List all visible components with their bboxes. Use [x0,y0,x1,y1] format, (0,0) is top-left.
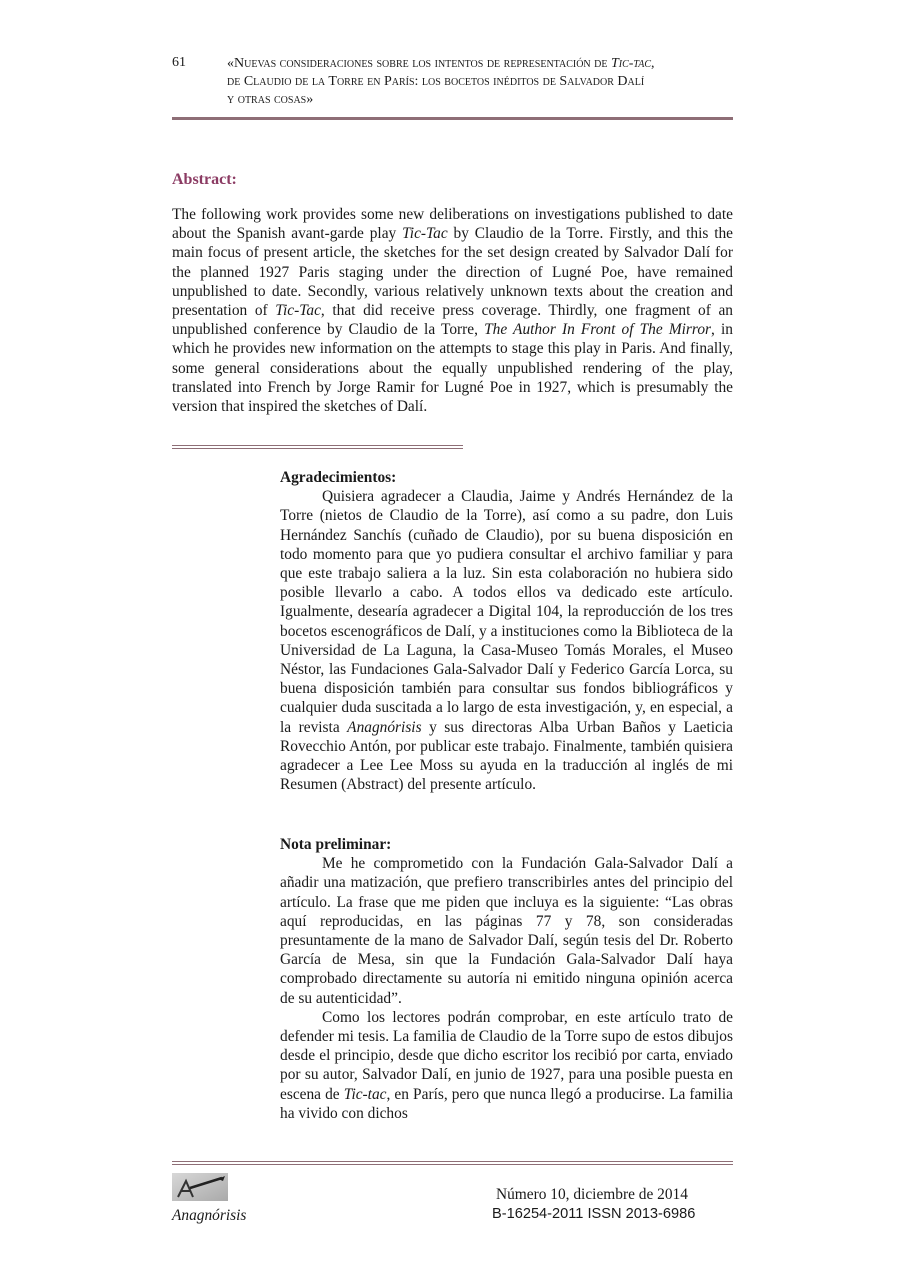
legal-deposit-issn: B-16254-2011 ISSN 2013-6986 [492,1206,696,1222]
acknowledgements-paragraph: Quisiera agradecer a Claudia, Jaime y Andrés Hernández de la Torre (nietos de Claudio de la Torre), así como a su padre, don Luis Hernández Sanchís (cuñado de Claudio), por su buena disposición en todo momento para que yo pudiera consultar el archivo familiar y para que este trabajo saliera a la luz. Sin esta colaboración no hubiera sido posible llevarlo a cabo. A todos ellos va dedicado este artículo. Igualmente, desearía agradecer a Digital 104, la reproducción de los tres bocetos escenográficos de Dalí, y a instituciones como la Biblioteca de la Universidad de La Laguna, la Casa-Museo Tomás Morales, el Museo Néstor, las Fundaciones Gala-Salvador Dalí y Federico García Lorca, su buena disposición también para consultar sus fondos bibliográficos y cualquier duda suscitada a lo largo de esta investigación, y, en especial, a la revista Anagnórisis y sus directoras Alba Urban Baños y Laeticia Rovecchio Antón, por publicar este trabajo. Finalmente, también quisiera agradecer a Lee Lee Moss su ayuda en la traducción al inglés de mi Resumen (Abstract) del presente artículo. [280,488,733,794]
running-title-line-3: y otras cosas» [227,92,314,107]
abstract-rule-top [172,445,463,446]
journal-logo-icon [172,1173,228,1201]
page-number: 61 [172,55,186,70]
footer-rule-top [172,1161,733,1162]
abstract-heading: Abstract: [172,171,237,188]
issue-info: Número 10, diciembre de 2014 [496,1186,688,1203]
footer-rule-bottom [172,1164,733,1165]
running-title-line-1: «Nuevas consideraciones sobre los intentos de representación de Tic-tac, [227,56,655,71]
preliminary-note-paragraph-2: Como los lectores podrán comprobar, en este artículo trato de defender mi tesis. La familia de Claudio de la Torre supo de estos dibujos desde el principio, desde que dicho escritor los recibió por carta, enviado por su autor, Salvador Dalí, en junio de 1927, para una posible puesta en escena de Tic-tac, en París, pero que nunca llegó a producirse. La familia ha vivido con dichos [280,1008,733,1122]
acknowledgements-section [280,468,733,794]
running-title [227,55,737,109]
running-title-line-2: de Claudio de la Torre en París: los bocetos inéditos de Salvador Dalí [227,74,645,89]
preliminary-note-heading: Nota preliminar: [280,836,392,853]
preliminary-note-section [280,835,733,1123]
abstract-rule-bottom [172,448,463,449]
header-rule [172,117,733,120]
abstract-body: The following work provides some new deliberations on investigations published to date about the Spanish avant-garde play Tic-Tac by Claudio de la Torre. Firstly, and this the main focus of present article, the sketches for the set design created by Salvador Dalí for the planned 1927 Paris staging under the direction of Lugné Poe, have remained unpublished to date. Secondly, various relatively unknown texts about the creation and presentation of Tic-Tac, that did receive press coverage. Thirdly, one fragment of an unpublished conference by Claudio de la Torre, The Author In Front of The Mirror, in which he provides new information on the attempts to stage this play in Paris. And finally, some general considerations about the equally unpublished rendering of the play, translated into French by Jorge Ramir for Lugné Poe in 1927, which is presumably the version that inspired the sketches of Dalí. [172,206,733,416]
acknowledgements-heading: Agradecimientos: [280,469,397,486]
preliminary-note-paragraph-1: Me he comprometido con la Fundación Gala-Salvador Dalí a añadir una matización, que prefiero transcribirles antes del principio del artículo. La frase que me piden que incluya es la siguiente: “Las obras aquí reproducidas, en las páginas 77 y 78, son consideradas presuntamente de la mano de Salvador Dalí, según tesis del Dr. Roberto García de Mesa, sin que la Fundación Gala-Salvador Dalí haya comprobado directamente su autoría ni emitido ninguna opinión acerca de su autenticidad”. [280,855,733,1007]
journal-name: Anagnórisis [172,1207,247,1224]
